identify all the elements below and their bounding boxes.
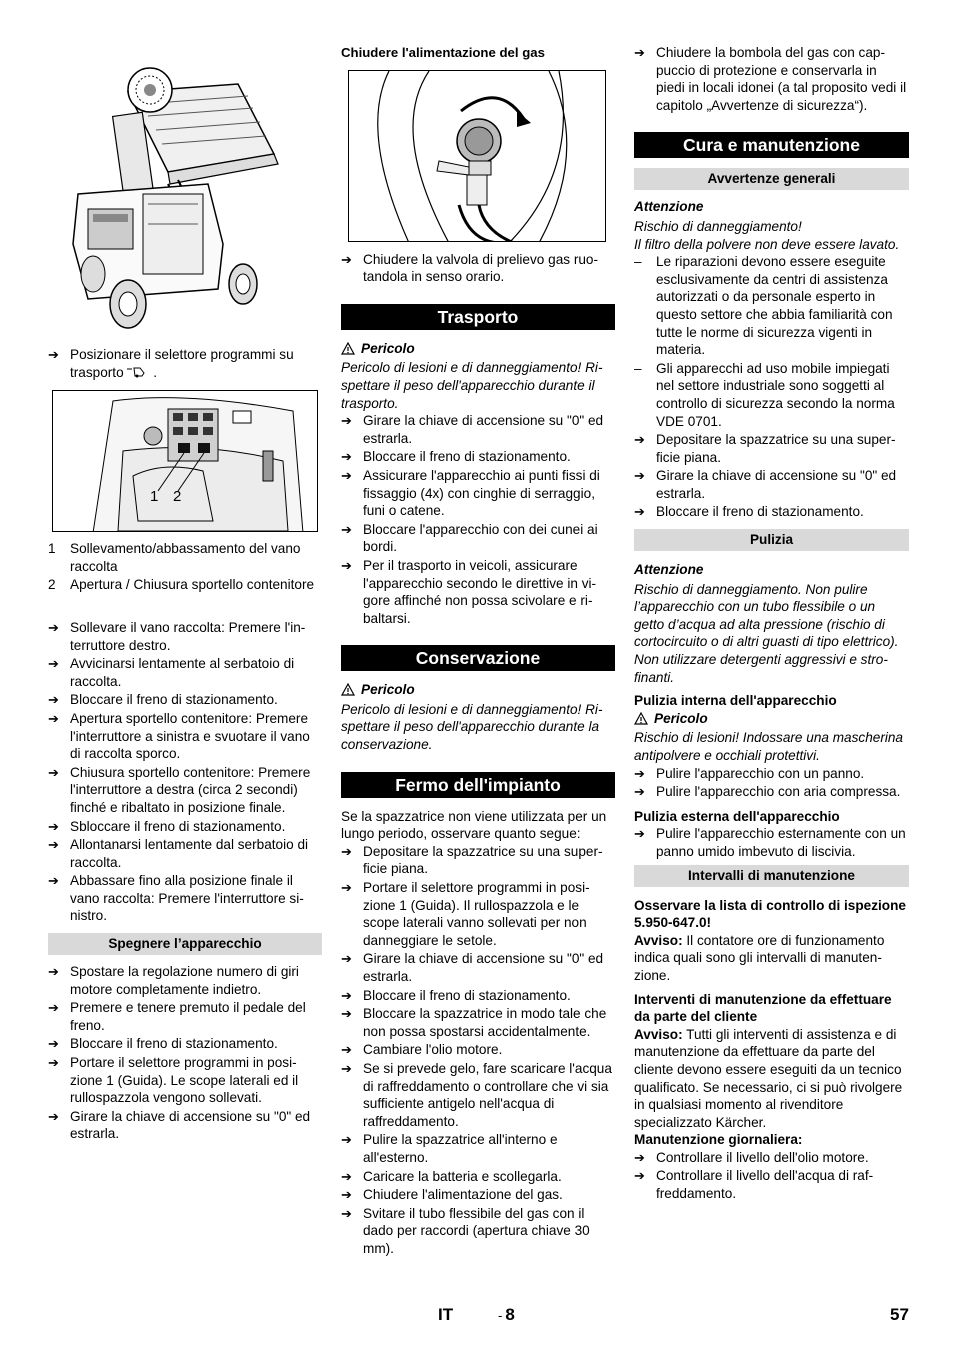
section-heading-avvertenze: Avvertenze generali xyxy=(634,168,909,190)
avviso-paragraph: Avviso: Il contatore ore di funzionamento indica quali sono gli intervalli di manutenzione. xyxy=(634,932,885,983)
step: ➔ Bloccare il freno di stazionamento. xyxy=(341,987,571,1003)
warning-label: Pericolo xyxy=(341,340,615,358)
fig-label-1: 1 xyxy=(150,488,159,506)
warning-label: Pericolo xyxy=(341,681,615,699)
step: ➔ Pulire la spazzatrice all'interno e all'esterno. xyxy=(341,1132,558,1165)
attention-text: Non utilizzare detergenti aggressivi e strofinanti. xyxy=(634,652,888,685)
step: ➔ Bloccare il freno di stazionamento. xyxy=(48,692,278,708)
footer-language: IT xyxy=(438,1305,454,1324)
control-panel-illustration xyxy=(52,390,318,532)
step: ➔ Cambiare l'olio motore. xyxy=(341,1042,503,1058)
fermo-intro: Se la spazzatrice non viene utilizzata per un lungo periodo, osservare quanto segue: xyxy=(341,808,607,842)
step: ➔ Girare la chiave di accensione su "0" ed estrarla. xyxy=(341,413,604,446)
step: ➔ Apertura sportello contenitore: Premere l'interruttore a sinistra e svuotare il vano di raccolta sporco. xyxy=(48,710,310,762)
gas-valve-illustration xyxy=(348,70,606,242)
transport-icon xyxy=(127,366,149,378)
warning-text: Pericolo di lesioni e di danneggiamento! Rispettare il peso dell'apparecchio durante il trasporto. xyxy=(341,360,603,411)
section-heading-spegnere: Spegnere l’apparecchio xyxy=(48,933,322,955)
column-1 xyxy=(48,44,322,1144)
step: ➔ Spostare la regolazione numero di giri motore completamente indietro. xyxy=(48,964,299,997)
warning-triangle-icon xyxy=(634,712,648,725)
step: ➔ Pulire l'apparecchio con aria compressa. xyxy=(634,784,901,800)
step: ➔ Chiudere la valvola di prelievo gas ruotandola in senso orario. xyxy=(341,251,599,285)
step: ➔ Avvicinarsi lentamente al serbatoio di raccolta. xyxy=(48,656,295,689)
control-panel-drawing xyxy=(53,391,318,532)
step: ➔ Sbloccare il freno di stazionamento. xyxy=(48,818,286,834)
subheading-giornaliera: Manutenzione giornaliera: xyxy=(634,1132,803,1148)
step: ➔ Chiudere l'alimentazione del gas. xyxy=(341,1187,563,1203)
step: ➔ Chiusura sportello contenitore: Premere l'interruttore a destra (circa 2 secondi) finché e ribaltato in posizione finale. xyxy=(48,764,311,815)
sweeper-drawing xyxy=(48,44,322,332)
attention-text: Rischio di danneggiamento. Non pulire l’apparecchio con un tubo flessibile o un getto d’acqua ad alta pressione (rischio di cortocircuito o di altri guasti di tipo elettrico). xyxy=(634,581,899,650)
warning-text: Pericolo di lesioni e di danneggiamento! Rispettare il peso dell'apparecchio durante la conservazione. xyxy=(341,701,603,753)
attention-text: Il filtro della polvere non deve essere lavato. xyxy=(634,236,900,252)
step: ➔ Bloccare il freno di stazionamento. xyxy=(634,504,864,520)
column-2 xyxy=(341,44,615,1259)
step: ➔ Bloccare l'apparecchio con dei cunei ai bordi. xyxy=(341,521,598,555)
section-heading-conservazione: Conservazione xyxy=(341,645,615,671)
step: ➔ Bloccare la spazzatrice in modo tale che non possa spostarsi accidentalmente. xyxy=(341,1006,607,1039)
step-transport: ➔ Posizionare il selettore programmi su trasporto . xyxy=(48,347,294,380)
column-3 xyxy=(634,44,909,1204)
sweeper-illustration xyxy=(48,44,322,332)
step: ➔ Assicurare l'apparecchio ai punti fissi di fissaggio (4x) con cinghie di serraggio, funi o catene. xyxy=(341,467,600,519)
step: ➔ Se si prevede gelo, fare scaricare l'acqua di raffreddamento o controllare che vi sia sufficiente antigelo nell'acqua di raffreddamento. xyxy=(341,1060,612,1129)
step: ➔ Girare la chiave di accensione su "0" ed estrarla. xyxy=(341,951,604,984)
step: ➔ Allontanarsi lentamente dal serbatoio di raccolta. xyxy=(48,837,309,870)
step: ➔ Pulire l'apparecchio esternamente con un panno umido imbevuto di liscivia. xyxy=(634,826,906,859)
warning-label: Pericolo xyxy=(634,710,909,728)
warning-triangle-icon xyxy=(341,683,355,696)
dash-item: – Le riparazioni devono essere eseguite esclusivamente da centri di assistenza autorizzati o da personale esperto in questo settore che abbia familiarità con tutte le norme di sicurezza vigenti in materia. xyxy=(634,254,893,358)
attention-text: Rischio di danneggiamento! xyxy=(634,218,802,234)
subheading-esterna: Pulizia esterna dell'apparecchio xyxy=(634,808,840,824)
step: ➔ Per il trasporto in veicoli, assicurare l'apparecchio secondo le direttive in vigore affinché non possa scivolare e ribaltarsi. xyxy=(341,557,597,626)
legend-item: 2 Apertura / Chiusura sportello contenitore xyxy=(48,577,315,593)
section-heading-fermo: Fermo dell'impianto xyxy=(341,772,615,798)
attention-label: Attenzione xyxy=(634,562,704,578)
legend-item: 1 Sollevamento/abbassamento del vano raccolta xyxy=(48,541,301,574)
avviso-paragraph: Avviso: Tutti gli interventi di assistenza e di manutenzione da effettuare da parte del cliente devono essere eseguiti da un tecnico qualificato. Se necessario, ci si può rivolgere in qualsiasi momento al rivenditore specializzato Kärcher. xyxy=(634,1026,903,1130)
footer-local-page: - 8 xyxy=(498,1305,515,1324)
section-heading-intervalli: Intervalli di manutenzione xyxy=(634,865,909,887)
step: ➔ Pulire l'apparecchio con un panno. xyxy=(634,765,865,781)
step: ➔ Premere e tenere premuto il pedale del freno. xyxy=(48,1000,306,1033)
step: ➔ Girare la chiave di accensione su "0" ed estrarla. xyxy=(48,1108,311,1142)
section-heading-trasporto: Trasporto xyxy=(341,304,615,330)
step: ➔ Controllare il livello dell'acqua di raffreddamento. xyxy=(634,1168,874,1202)
subheading-interventi: Interventi di manutenzione da effettuare da parte del cliente xyxy=(634,991,892,1025)
step: ➔ Chiudere la bombola del gas con cappuccio di protezione e conservarla in piedi in locali idonei (a tal proposito vedi il capitolo „Avvertenze di sicurezza“). xyxy=(634,45,907,113)
dash-item: – Gli apparecchi ad uso mobile impiegati nel settore industriale sono soggetti al controllo di sicurezza secondo la norma VDE 0701. xyxy=(634,360,895,429)
section-heading-pulizia: Pulizia xyxy=(634,529,909,551)
step: ➔ Svitare il tubo flessibile del gas con il dado per raccordi (apertura chiave 30 mm). xyxy=(341,1205,590,1256)
gas-subheading: Chiudere l'alimentazione del gas xyxy=(341,45,545,60)
fig-label-2: 2 xyxy=(173,488,182,506)
step: ➔ Bloccare il freno di stazionamento. xyxy=(48,1036,278,1052)
footer-page-number: 57 xyxy=(890,1305,909,1324)
step: ➔ Depositare la spazzatrice su una superficie piana. xyxy=(634,432,896,465)
step: ➔ Caricare la batteria e scollegarla. xyxy=(341,1168,562,1184)
step: ➔ Girare la chiave di accensione su "0" ed estrarla. xyxy=(634,468,897,501)
step: ➔ Sollevare il vano raccolta: Premere l'interruttore destro. xyxy=(48,619,306,653)
attention-label: Attenzione xyxy=(634,199,704,215)
step: ➔ Abbassare fino alla posizione finale il vano raccolta: Premere l'interruttore sinistro. xyxy=(48,873,304,924)
step: ➔ Portare il selettore programmi in posizione 1 (Guida). Le scope laterali ed il rullospazzola vengono sollevati. xyxy=(48,1055,299,1106)
step: ➔ Controllare il livello dell'olio motore. xyxy=(634,1149,869,1165)
warning-triangle-icon xyxy=(341,342,355,355)
section-heading-cura: Cura e manutenzione xyxy=(634,132,909,158)
checklist-note: Osservare la lista di controllo di ispezione 5.950-647.0! xyxy=(634,897,906,931)
subheading-interna: Pulizia interna dell'apparecchio xyxy=(634,693,837,709)
warning-text: Rischio di lesioni! Indossare una mascherina antipolvere e occhiali protettivi. xyxy=(634,730,903,763)
step: ➔ Portare il selettore programmi in posizione 1 (Guida). Il rullospazzola e le scope laterali vanno sollevati per non danneggiare le setole. xyxy=(341,880,590,948)
gas-valve-drawing xyxy=(349,71,606,242)
step: ➔ Bloccare il freno di stazionamento. xyxy=(341,449,571,465)
step: ➔ Depositare la spazzatrice su una superficie piana. xyxy=(341,843,603,877)
